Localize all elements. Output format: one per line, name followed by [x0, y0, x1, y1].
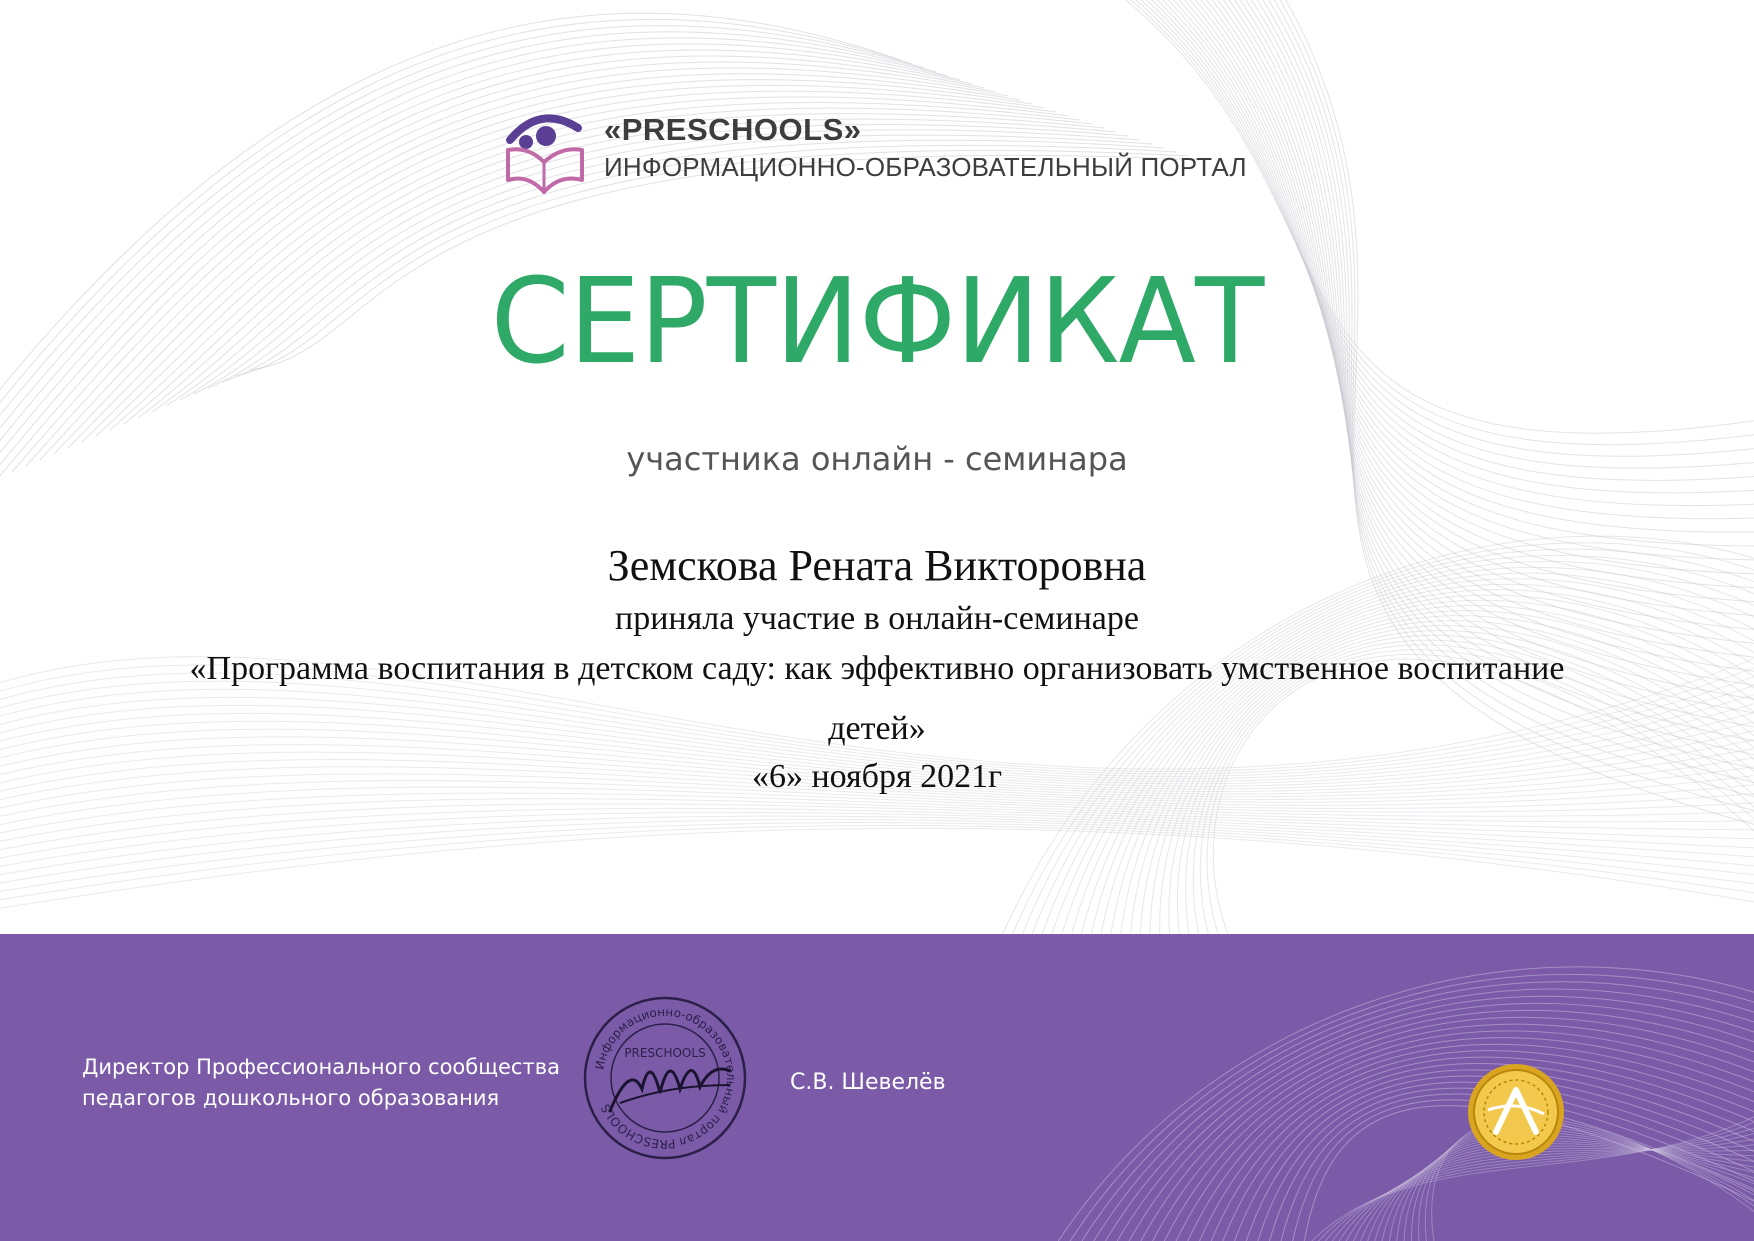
participation-text: приняла участие в онлайн-семинаре: [615, 600, 1139, 637]
recipient-name: Земскова Рената Викторовна: [607, 541, 1147, 590]
signer-name: С.В. Шевелёв: [790, 1070, 946, 1095]
seminar-date: «6» ноября 2021г: [751, 758, 1003, 795]
director-title: [82, 1052, 602, 1114]
gold-medal-icon: [1466, 1062, 1566, 1162]
preschools-logo-icon: [500, 100, 592, 200]
seminar-title-line-2: детей»: [828, 710, 926, 747]
portal-logo: [500, 100, 1247, 200]
certificate-title: СЕРТИФИКАТ: [490, 252, 1264, 390]
director-line-1: Директор Профессионального сообщества: [82, 1055, 560, 1079]
stamp-label: PRESCHOOLS: [624, 1046, 706, 1060]
portal-name: «PRESCHOOLS»: [604, 112, 862, 147]
seminar-title-line-1: «Программа воспитания в детском саду: как эффективно организовать умственное воспитание: [189, 650, 1565, 687]
director-line-2: педагогов дошкольного образования: [82, 1086, 500, 1110]
seal-stamp-icon: [580, 993, 750, 1163]
stamp-ring-text: Информационно-образовательный портал PRESCHOOLS: [592, 1004, 739, 1152]
portal-subtitle: ИНФОРМАЦИОННО-ОБРАЗОВАТЕЛЬНЫЙ ПОРТАЛ: [604, 152, 1247, 182]
certificate-subtitle: участника онлайн - семинара: [626, 440, 1128, 478]
